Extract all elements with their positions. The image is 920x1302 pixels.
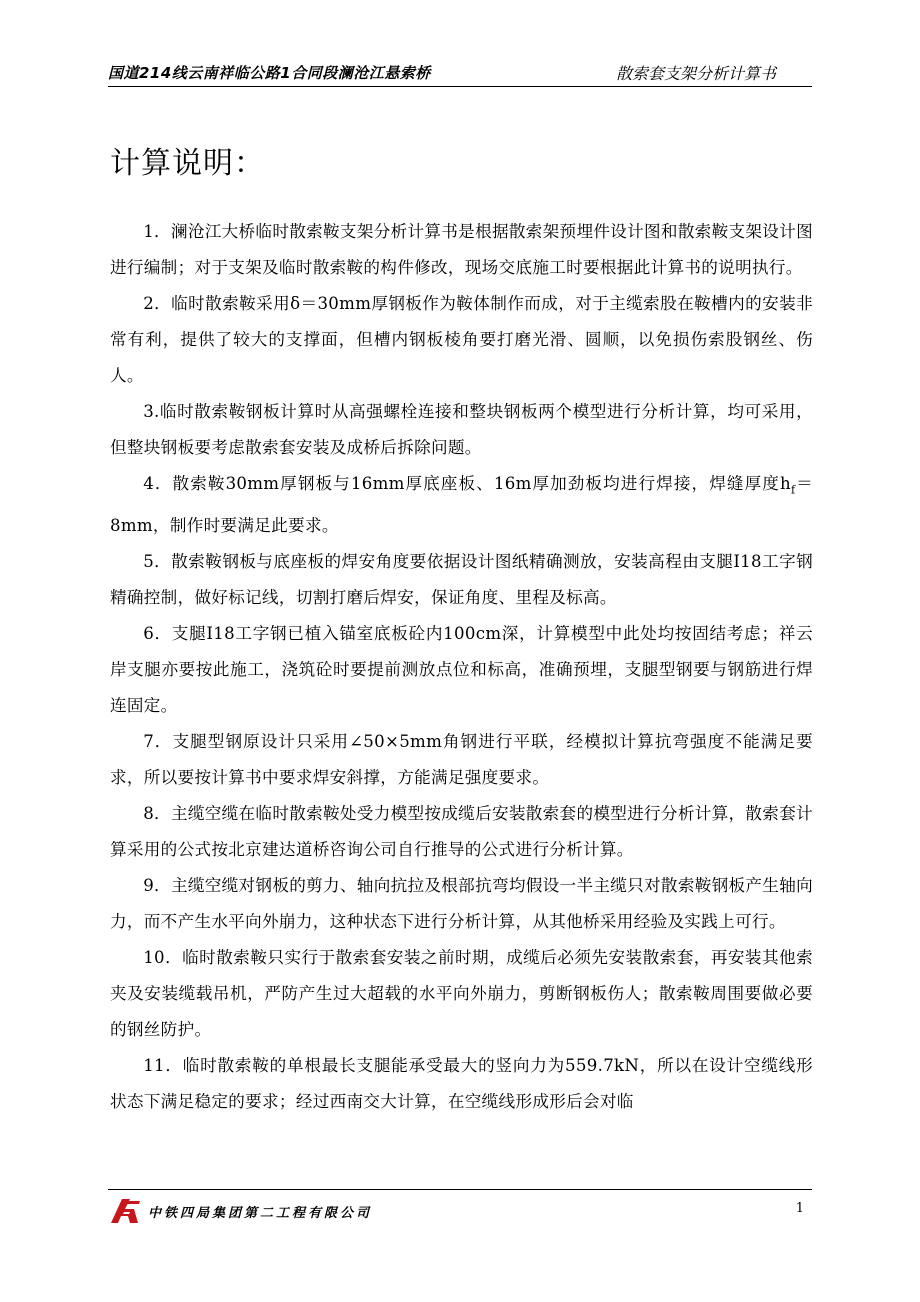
paragraph-4 bbox=[110, 466, 813, 544]
paragraph-5: 5．散索鞍钢板与底座板的焊安角度要依据设计图纸精确测放，安装高程由支腿I18工字钢精确控制，做好标记线，切割打磨后焊安，保证角度、里程及标高。 bbox=[110, 552, 813, 608]
paragraph-4-text: 4．散索鞍30mm厚钢板与16mm厚底座板、16m厚加劲板均进行焊接，焊缝厚度h bbox=[143, 474, 791, 493]
header-document-title: 散索套支架分析计算书 bbox=[615, 64, 776, 83]
paragraph-7: 7．支腿型钢原设计只采用∠50×5mm角钢进行平联，经模拟计算抗弯强度不能满足要求，所以要按计算书中要求焊安斜撑，方能满足强度要求。 bbox=[110, 732, 813, 788]
crte-logo-icon bbox=[108, 1195, 142, 1225]
paragraph-3: 3.临时散索鞍钢板计算时从高强螺栓连接和整块钢板两个模型进行分析计算，均可采用，但整块钢板要考虑散索套安装及成桥后拆除问题。 bbox=[110, 402, 813, 457]
paragraph-10: 10．临时散索鞍只实行于散索套安装之前时期，成缆后必须先安装散索套，再安装其他索夹及安装缆载吊机，严防产生过大超载的水平向外崩力，剪断钢板伤人；散索鞍周围要做必要的钢丝防护。 bbox=[110, 948, 813, 1040]
paragraph-4-subscript: f bbox=[790, 483, 796, 497]
body-text bbox=[110, 214, 813, 1120]
paragraph-8: 8．主缆空缆在临时散索鞍处受力模型按成缆后安装散索套的模型进行分析计算，散索套计算采用的公式按北京建达道桥咨询公司自行推导的公式进行分析计算。 bbox=[110, 804, 813, 860]
page-title: 计算说明： bbox=[110, 146, 265, 181]
paragraph-9: 9．主缆空缆对钢板的剪力、轴向抗拉及根部抗弯均假设一半主缆只对散索鞍钢板产生轴向力，而不产生水平向外崩力，这种状态下进行分析计算，从其他桥采用经验及实践上可行。 bbox=[110, 876, 813, 932]
header-project-name: 国道214线云南祥临公路1合同段澜沧江悬索桥 bbox=[108, 64, 431, 82]
page-header bbox=[108, 62, 812, 87]
footer-divider bbox=[108, 1189, 812, 1190]
paragraph-6: 6．支腿I18工字钢已植入锚室底板砼内100cm深，计算模型中此处均按固结考虑；祥云岸支腿亦要按此施工，浇筑砼时要提前测放点位和标高，准确预埋，支腿型钢要与钢筋进行焊连固定。 bbox=[110, 624, 813, 716]
page-footer bbox=[108, 1193, 812, 1229]
paragraph-2: 2．临时散索鞍采用δ＝30mm厚钢板作为鞍体制作而成，对于主缆索股在鞍槽内的安装非常有利，提供了较大的支撑面，但槽内钢板棱角要打磨光滑、圆顺，以免损伤索股钢丝、伤人。 bbox=[110, 294, 813, 385]
footer-company-name: 中铁四局集团第二工程有限公司 bbox=[148, 1206, 373, 1221]
paragraph-11: 11．临时散索鞍的单根最长支腿能承受最大的竖向力为559.7kN，所以在设计空缆线形状态下满足稳定的要求；经过西南交大计算，在空缆线形成形后会对临 bbox=[110, 1056, 813, 1112]
paragraph-4-tail: ＝8mm，制作时要满足此要求。 bbox=[110, 474, 813, 536]
paragraph-1: 1．澜沧江大桥临时散索鞍支架分析计算书是根据散索架预埋件设计图和散索鞍支架设计图进行编制；对于支架及临时散索鞍的构件修改，现场交底施工时要根据此计算书的说明执行。 bbox=[110, 222, 813, 277]
page-number: 1 bbox=[795, 1201, 804, 1216]
